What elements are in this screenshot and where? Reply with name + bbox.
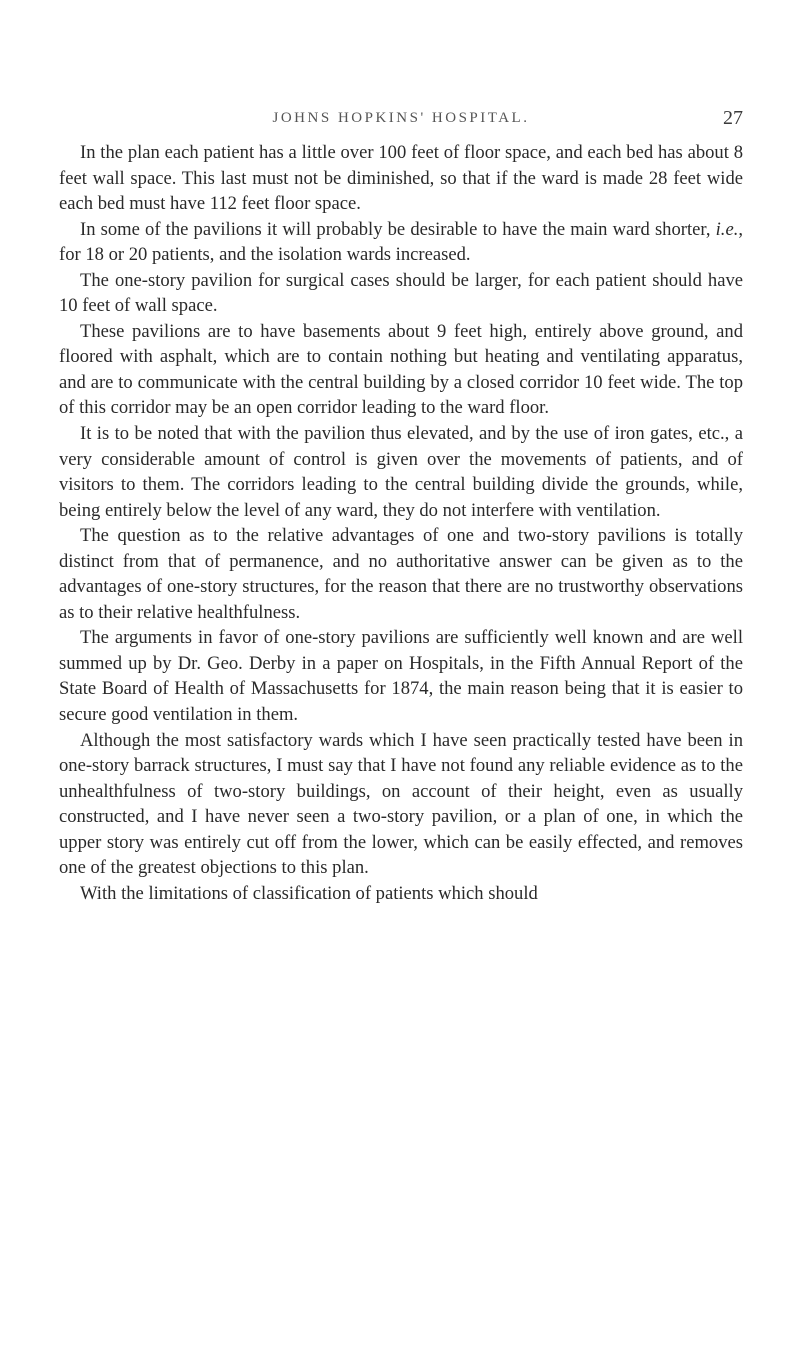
body-text xyxy=(59,140,743,906)
paragraph: These pavilions are to have basements about 9 feet high, entirely above ground, and floored with asphalt, which are to contain nothing but heating and ventilating apparatus, and are to communicate with the central building by a closed corridor 10 feet wide. The top of this corridor may be an open corridor leading to the ward floor. xyxy=(59,320,743,419)
paragraph: Although the most satisfactory wards which I have seen practically tested have been in one-story barrack structures, I must say that I have not found any reliable evidence as to the unhealthfulness of two-story buildings, on account of their height, even as usually constructed, and I have never seen a two-story pavilion, or a plan of one, in which the upper story was entirely cut off from the lower, which can be easily effected, and removes one of the greatest objections to this plan. xyxy=(59,729,743,879)
italic-abbreviation: i.e. xyxy=(715,218,739,240)
running-title: JOHNS HOPKINS' HOSPITAL. xyxy=(272,110,530,126)
paragraph: The question as to the relative advantages of one and two-story pavilions is totally distinct from that of permanence, and no authoritative answer can be given as to the advantages of one-story structures, for the reason that there are no trustworthy observations as to their relative healthfulness. xyxy=(59,525,743,623)
paragraph: The arguments in favor of one-story pavilions are sufficiently well known and are well summed up by Dr. Geo. Derby in a paper on Hospitals, in the Fifth Annual Report of the State Board of Health of Massachusetts for 1874, the main reason being that it is easier to secure good ventilation in them. xyxy=(59,627,743,726)
paragraph: It is to be noted that with the pavilion thus elevated, and by the use of iron gates, etc., a very considerable amount of control is given over the movements of patients, and of visitors to them. The corridors leading to the central building divide the grounds, while, being entirely below the level of any ward, they do not interfere with ventilation. xyxy=(59,423,743,521)
paragraph: In some of the pavilions it will probably be desirable to have the main ward shorter, i.e., for 18 or 20 patients, and the isolation wards increased. xyxy=(59,218,743,266)
paragraph: In the plan each patient has a little over 100 feet of floor space, and each bed has about 8 feet wall space. This last must not be diminished, so that if the ward is made 28 feet wide each bed must have 112 feet floor space. xyxy=(59,142,743,215)
page-number: 27 xyxy=(723,107,743,129)
paragraph: The one-story pavilion for surgical cases should be larger, for each patient should have 10 feet of wall space. xyxy=(59,269,743,317)
running-head xyxy=(59,107,743,134)
paragraph: With the limitations of classification of patients which should xyxy=(80,882,538,904)
